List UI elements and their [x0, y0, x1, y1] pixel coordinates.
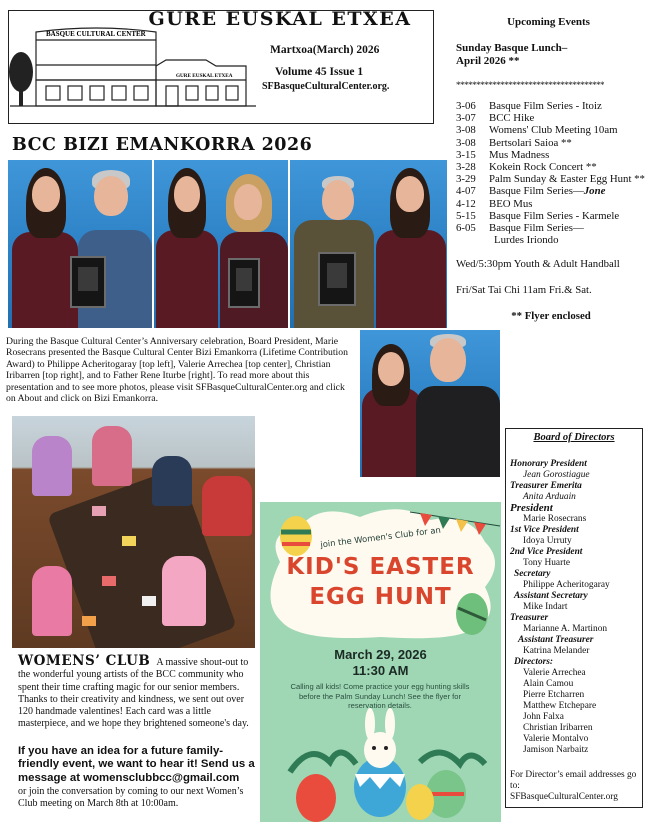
board-role: Treasurer Emerita [510, 481, 582, 491]
board-role: 2nd Vice President [510, 547, 583, 557]
womens-club-intro [18, 655, 258, 731]
kids-crafting-photo [12, 416, 255, 648]
newsletter-title: GURE EUSKAL ETXEA [148, 8, 412, 30]
board-member-name: Valerie Montalvo [523, 734, 589, 744]
event-date: 3-29 [456, 173, 476, 186]
flyer-invite: join the Women's Club for an [319, 524, 442, 550]
womens-club-section [18, 655, 258, 810]
event-date: 3-08 [456, 136, 476, 149]
issue-volume: Volume 45 Issue 1 [275, 66, 364, 78]
photo-father-iturbe [360, 330, 500, 477]
event-text-main: Basque Film Series - Itoiz [489, 100, 602, 112]
event-item [456, 210, 646, 222]
event-date: 4-12 [456, 197, 476, 210]
issue-date: Martxoa(March) 2026 [270, 44, 380, 56]
bizi-heading: BCC BIZI EMANKORRA 2026 [12, 135, 313, 155]
easter-egg-hunt-flyer [260, 502, 501, 822]
event-text [489, 112, 534, 124]
event-item [456, 198, 646, 210]
lunch-line: Sunday Basque Lunch– [456, 42, 568, 54]
event-text-main: Bertsolari Saioa ** [489, 136, 572, 149]
event-date: 3-15 [456, 148, 476, 161]
event-item [456, 149, 646, 161]
event-text-main: Basque Film Series - Karmele [489, 209, 620, 222]
event-date: 3-07 [456, 112, 476, 125]
event-text-main: Womens' Club Meeting 10am [489, 124, 618, 137]
board-footer-text: For Director’s email addresses go to: [510, 770, 637, 791]
events-title: Upcoming Events [507, 16, 590, 28]
board-footer-link[interactable]: SFBasqueCulturalCenter.org [510, 792, 618, 802]
board-member-name: Valerie Arrechea [523, 668, 586, 678]
board-member-name: Jean Gorostiague [523, 470, 590, 480]
board-role: Secretary [514, 569, 551, 579]
board-member-name: Katrina Melander [523, 646, 590, 656]
event-item [456, 124, 646, 136]
lunch-notice [456, 42, 646, 68]
board-member-name: Anita Arduain [523, 492, 576, 502]
board-member-name: Marie Rosecrans [523, 514, 587, 524]
board-footer [510, 770, 638, 803]
board-member-name: Mike Indart [523, 602, 568, 612]
womens-club-body: A massive shout-out to the wonderful young artists of the BCC community who spent their time crafting magic for our senior members. Thanks to their creativity and kindness, we sent out over 120 handmade valentines! Each card was a little masterpiece, and we hope they brightened someone's day. [18, 657, 249, 730]
board-member-name: Philippe Acheritogaray [523, 580, 610, 590]
building-sign-small: GURE EUSKAL ETXEA [176, 73, 233, 79]
flyer-title-line1: KID'S EASTER [286, 554, 475, 580]
photo-arrechea [154, 160, 288, 328]
board-role: 1st Vice President [510, 525, 579, 535]
womens-club-heading: WOMENS’ CLUB [18, 653, 151, 669]
event-item [456, 185, 646, 197]
event-date: 3-08 [456, 124, 476, 137]
upcoming-events [456, 16, 646, 322]
event-text-main: BEO Mus [489, 197, 533, 210]
website-url[interactable]: SFBasqueCulturalCenter.org. [262, 81, 390, 92]
flyer-note: Calling all kids! Come practice your egg hunting skills before the Palm Sunday Lunch! See the flyer for reservation details. [290, 682, 470, 711]
event-date: 3-06 [456, 100, 476, 112]
board-member-name: Marianne A. Martinon [523, 624, 608, 634]
building-sign: BASQUE CULTURAL CENTER [46, 30, 146, 38]
womens-club-tail: or join the conversation by coming to our next Women’s Club meeting on March 8th at 10:00am. [18, 785, 244, 809]
taichi-schedule: Fri/Sat Tai Chi 11am Fri.& Sat. [456, 284, 592, 297]
award-caption: During the Basque Cultural Center’s Anniversary celebration, Board President, Marie Rosecrans presented the Basque Cultural Center Bizi Emankorra (Lifetime Contribution Award) to Philippe Acheritogaray [top left], Valerie Arrechea [top center], Christian Iribarren [top right], and to Father Rene Iturbe [right]. To read more about this presentation and to see more photos, please visit SFBasqueCulturalCenter.org and click on About and click on Bizi Emankorra. [6, 336, 348, 405]
event-text [489, 173, 645, 185]
board-role: Assistant Treasurer [518, 635, 594, 645]
event-text [489, 100, 602, 112]
event-text [489, 124, 618, 136]
event-item [456, 222, 646, 234]
flyer-time: 11:30 AM [352, 663, 409, 678]
event-item [456, 100, 646, 112]
event-continuation: Lurdes Iriondo [494, 234, 559, 247]
flyer-date: March 29, 2026 [334, 647, 427, 662]
event-text [489, 222, 584, 234]
photo-iribarren [290, 160, 447, 328]
event-text-emphasis: Jone [583, 185, 606, 198]
event-text-main: Palm Sunday & Easter Egg Hunt ** [489, 173, 645, 186]
event-text-main: Basque Film Series— [489, 185, 584, 198]
board-member-name: Matthew Etchepare [523, 701, 597, 711]
event-text-main: Basque Film Series— [489, 222, 584, 235]
board-role: Treasurer [510, 613, 549, 623]
board-member-name: Alain Camou [523, 679, 574, 689]
event-date: 3-28 [456, 161, 476, 174]
event-text [489, 161, 597, 173]
board-role: Directors: [514, 657, 554, 667]
event-text [489, 149, 549, 161]
event-date: 6-05 [456, 222, 476, 235]
board-list [510, 459, 638, 756]
event-text [489, 185, 605, 197]
board-member-name: Pierre Etcharren [523, 690, 585, 700]
event-date: 4-07 [456, 185, 476, 198]
event-item [456, 173, 646, 185]
flyer-title-line2: EGG HUNT [309, 584, 452, 610]
event-text [489, 198, 533, 210]
event-date: 5-15 [456, 209, 476, 222]
board-role: Honorary President [510, 459, 587, 469]
photo-acheritogaray [8, 160, 152, 328]
handball-schedule: Wed/5:30pm Youth & Adult Handball [456, 258, 620, 271]
board-title: Board of Directors [533, 432, 615, 443]
event-text [489, 137, 572, 149]
womens-club-cta: If you have an idea for a future family-friendly event, we want to hear it! Send us a message at womensclubbcc@gmail.com [18, 744, 255, 784]
board-member-name: Tony Huarte [523, 558, 570, 568]
event-text [489, 210, 619, 222]
board-role: President [510, 502, 553, 514]
star-divider: ************************************* [456, 80, 604, 90]
board-member-name: Christian Iribarren [523, 723, 593, 733]
event-item [456, 161, 646, 173]
board-member-name: John Falxa [523, 712, 564, 722]
event-item [456, 137, 646, 149]
lunch-line: April 2026 ** [456, 55, 520, 67]
board-member-name: Jamison Narbaitz [523, 745, 589, 755]
event-text-main: Kokein Rock Concert ** [489, 161, 597, 174]
flyer-note: ** Flyer enclosed [511, 310, 591, 323]
board-role: Assistant Secretary [514, 591, 588, 601]
event-text-main: BCC Hike [489, 112, 535, 125]
event-list [456, 100, 646, 234]
building-illustration [6, 20, 261, 115]
event-text-main: Mus Madness [489, 148, 550, 161]
board-member-name: Idoya Urruty [523, 536, 572, 546]
event-item [456, 112, 646, 124]
board-of-directors [505, 428, 643, 808]
